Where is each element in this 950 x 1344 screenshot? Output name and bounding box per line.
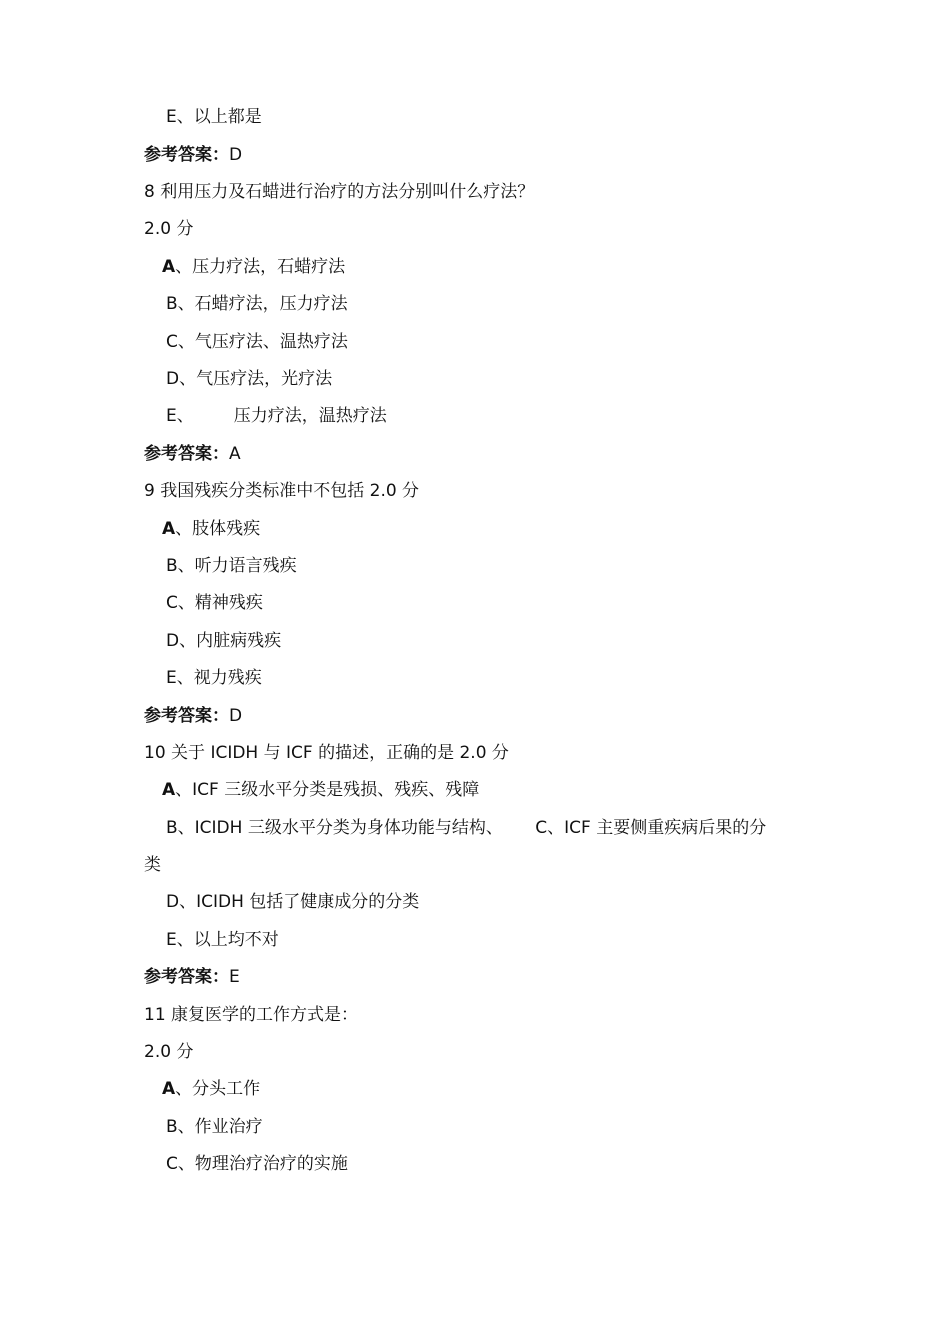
option-prefix: E、	[166, 406, 194, 426]
q8-answer	[144, 443, 241, 465]
q7-option-e: E、以上都是	[166, 107, 262, 127]
q8-question: 8 利用压力及石蜡进行治疗的方法分别叫什么疗法？	[144, 182, 535, 202]
q9-option-b: B、听力语言残疾	[166, 556, 297, 576]
answer-value: D	[229, 145, 243, 165]
option-text: 、ICF 三级水平分类是残损、残疾、残障	[175, 780, 480, 800]
answer-value: E	[229, 967, 240, 987]
q10-option-d: D、ICIDH 包括了健康成分的分类	[166, 892, 420, 912]
q9-option-e: E、视力残疾	[166, 668, 262, 688]
option-letter: A	[162, 1079, 176, 1099]
answer-value: D	[229, 706, 243, 726]
q10-option-b-c: B、ICIDH 三级水平分类为身体功能与结构、 C、ICF 主要侧重疾病后果的分	[166, 818, 767, 838]
q7-answer	[144, 144, 242, 166]
q8-score: 2.0 分	[144, 219, 194, 239]
option-text: 、肢体残疾	[175, 519, 261, 539]
q11-question: 11 康复医学的工作方式是：	[144, 1005, 359, 1025]
q9-option-a	[162, 518, 260, 540]
answer-label: 参考答案：	[144, 145, 229, 165]
q8-option-d: D、气压疗法，光疗法	[166, 369, 333, 389]
answer-value: A	[229, 444, 241, 464]
option-text: 、压力疗法，石蜡疗法	[175, 257, 346, 277]
q9-option-d: D、内脏病残疾	[166, 631, 282, 651]
option-letter: A	[162, 257, 176, 277]
option-letter: A	[162, 780, 176, 800]
q10-option-c-wrap: 类	[144, 855, 161, 875]
option-text: 、分头工作	[175, 1079, 261, 1099]
option-letter: A	[162, 519, 176, 539]
q10-answer	[144, 966, 240, 988]
q8-option-b: B、石蜡疗法，压力疗法	[166, 294, 348, 314]
q10-option-a	[162, 779, 479, 801]
q11-option-b: B、作业治疗	[166, 1117, 263, 1137]
answer-label: 参考答案：	[144, 967, 229, 987]
q8-option-e	[166, 405, 387, 427]
q10-question: 10 关于 ICIDH 与 ICF 的描述，正确的是 2.0 分	[144, 743, 509, 763]
q8-option-a	[162, 256, 345, 278]
answer-label: 参考答案：	[144, 706, 229, 726]
q8-option-c: C、气压疗法、温热疗法	[166, 332, 348, 352]
q9-question: 9 我国残疾分类标准中不包括 2.0 分	[144, 481, 420, 501]
q11-score: 2.0 分	[144, 1042, 194, 1062]
q10-option-e: E、以上均不对	[166, 930, 279, 950]
q9-answer	[144, 705, 242, 727]
q9-option-c: C、精神残疾	[166, 593, 263, 613]
answer-label: 参考答案：	[144, 444, 229, 464]
option-text: 压力疗法，温热疗法	[233, 406, 387, 426]
q11-option-c: C、物理治疗治疗的实施	[166, 1154, 348, 1174]
q11-option-a	[162, 1078, 260, 1100]
